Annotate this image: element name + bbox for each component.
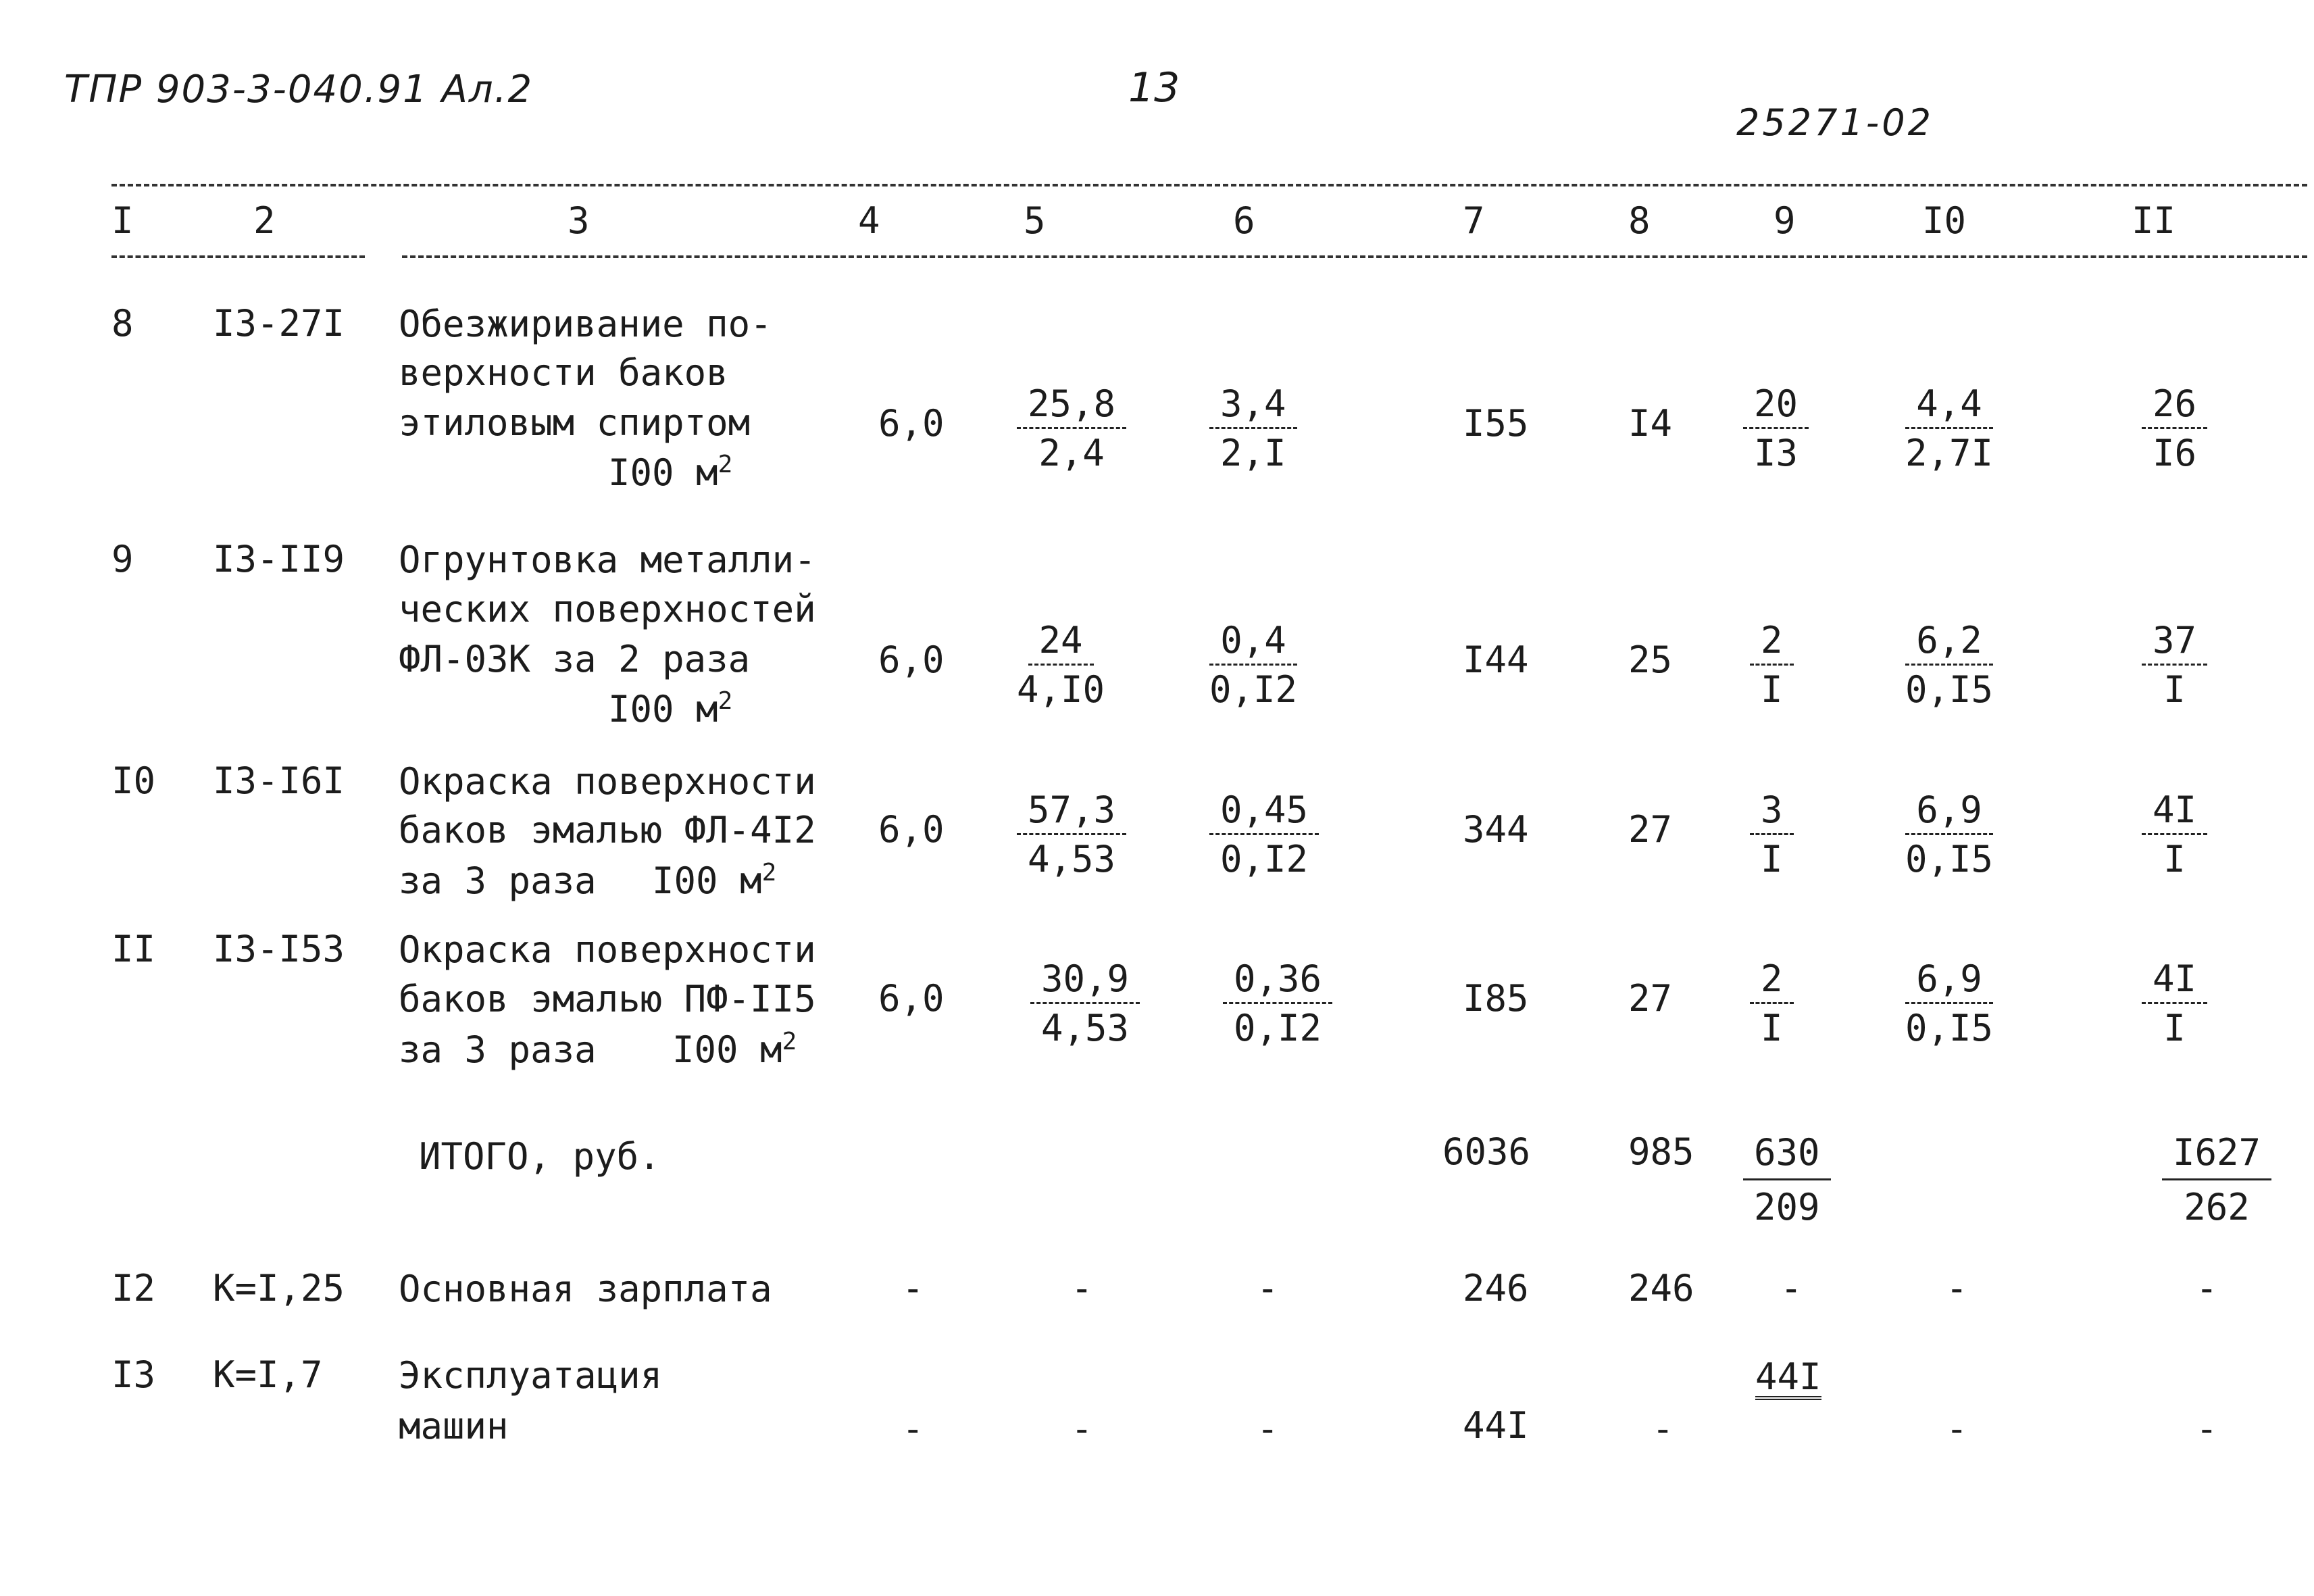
row-quantity: 6,0 xyxy=(878,639,945,681)
row-number: I0 xyxy=(111,759,156,802)
row-description-line: машин xyxy=(399,1405,509,1447)
row-col11-fraction: $\frac{37}{I}$ xyxy=(2142,619,2207,712)
col-header-6: 6 xyxy=(1233,199,1255,242)
row-col6-fraction: $\frac{0,45}{0,I2}$ xyxy=(1209,789,1319,881)
col-header-2: 2 xyxy=(253,199,276,242)
row-col7: I85 xyxy=(1463,977,1529,1020)
col-header-4: 4 xyxy=(858,199,880,242)
row-description-line: ческих поверхностей xyxy=(399,588,816,630)
row-col8: 246 xyxy=(1628,1267,1694,1310)
row-code: К=I,25 xyxy=(213,1267,345,1310)
row-col11-fraction: $\frac{4I}{I}$ xyxy=(2142,957,2207,1050)
row-col11: - xyxy=(2196,1267,2218,1310)
row-col10-fraction: $\frac{6,2}{0,I5}$ xyxy=(1905,619,1994,711)
row-description-line: Огрунтовка металли- xyxy=(399,539,816,581)
col-header-7: 7 xyxy=(1463,199,1485,242)
row-number: II xyxy=(111,928,156,970)
col-header-3: 3 xyxy=(568,199,590,242)
row-code: I3-27I xyxy=(213,302,345,345)
row-col9-fraction: $\frac{2}{I}$ xyxy=(1750,619,1794,712)
row-description-line: Окраска поверхности xyxy=(399,760,816,803)
row-col10-fraction: $\frac{6,9}{0,I5}$ xyxy=(1905,957,1994,1049)
row-col9-fraction: $\frac{3}{I}$ xyxy=(1750,789,1794,881)
row-description-line: Окраска поверхности xyxy=(399,928,816,971)
row-description-line: Обезжиривание по- xyxy=(399,303,772,345)
row-col10-fraction: $\frac{4,4}{2,7I}$ xyxy=(1905,382,1994,474)
total-label: ИТОГО, руб. xyxy=(419,1135,661,1178)
col-header-10: I0 xyxy=(1922,199,1967,242)
row-col6: - xyxy=(1257,1267,1279,1310)
document-code: ТПР 903-3-040.91 Ал.2 xyxy=(64,68,534,111)
row-description-line: баков эмалью ПФ-II5 xyxy=(399,978,816,1020)
row-quantity: 6,0 xyxy=(878,808,945,851)
table-header-rule-left xyxy=(111,255,365,258)
total-col11-fraction: $\frac{I627}{262}$ xyxy=(2162,1128,2271,1232)
row-col11-fraction: $\frac{26}{I6}$ xyxy=(2142,382,2207,475)
row-col11-fraction: $\frac{4I}{I}$ xyxy=(2142,789,2207,881)
row-col9-fraction: $\frac{20}{I3}$ xyxy=(1743,382,1809,475)
row-col5-fraction: $\frac{24}{4,I0}$ xyxy=(1017,619,1105,711)
total-col8: 985 xyxy=(1628,1130,1694,1173)
row-col11: - xyxy=(2196,1407,2218,1450)
row-col6-fraction: $\frac{3,4}{2,I}$ xyxy=(1209,382,1297,475)
row-quantity: 6,0 xyxy=(878,402,945,445)
row-col8: - xyxy=(1652,1407,1674,1450)
row-col10: - xyxy=(1946,1407,1968,1450)
row-col5: - xyxy=(1071,1267,1093,1310)
row-col5: - xyxy=(1071,1407,1093,1450)
row-unit: I00 $м^2$ xyxy=(672,1028,797,1071)
row-col7: I44 xyxy=(1463,639,1529,681)
col-header-8: 8 xyxy=(1628,199,1651,242)
col-header-5: 5 xyxy=(1024,199,1046,242)
row-unit: I00 $м^2$ xyxy=(608,687,733,730)
row-description-line: ФЛ-03К за 2 раза xyxy=(399,638,751,680)
sheet-code: 25271-02 xyxy=(1736,101,1934,144)
row-unit: I00 $м^2$ xyxy=(652,859,777,902)
row-col8: I4 xyxy=(1628,402,1673,445)
row-col6-fraction: $\frac{0,36}{0,I2}$ xyxy=(1223,957,1332,1050)
row-col10: - xyxy=(1946,1267,1968,1310)
row-description-line: баков эмалью ФЛ-4I2 xyxy=(399,809,816,851)
row-code: I3-I53 xyxy=(213,928,345,970)
row-number: I2 xyxy=(111,1267,156,1310)
table-top-rule xyxy=(111,184,2307,186)
col-header-1: I xyxy=(111,199,134,242)
row-col5-fraction: $\frac{57,3}{4,53}$ xyxy=(1017,789,1126,881)
row-col7: 344 xyxy=(1463,808,1529,851)
row-col9-fraction: $\frac{2}{I}$ xyxy=(1750,957,1794,1050)
row-description-line: за 3 раза xyxy=(399,859,597,902)
row-description-line: этиловым спиртом xyxy=(399,401,751,444)
row-description-line: верхности баков xyxy=(399,351,728,394)
row-col9: 44I xyxy=(1755,1358,1821,1400)
row-col8: 27 xyxy=(1628,808,1673,851)
row-quantity: 6,0 xyxy=(878,977,945,1020)
row-description-line: за 3 раза xyxy=(399,1028,597,1071)
row-col7: I55 xyxy=(1463,402,1529,445)
row-col6-fraction: $\frac{0,4}{0,I2}$ xyxy=(1209,619,1298,711)
table-header-rule-right xyxy=(402,255,2307,258)
row-col4: - xyxy=(902,1407,924,1450)
row-code: I3-II9 xyxy=(213,538,345,580)
row-col9: - xyxy=(1780,1267,1803,1310)
col-header-9: 9 xyxy=(1774,199,1796,242)
row-col10-fraction: $\frac{6,9}{0,I5}$ xyxy=(1905,789,1994,880)
row-code: К=I,7 xyxy=(213,1353,323,1396)
row-number: 8 xyxy=(111,302,134,345)
row-code: I3-I6I xyxy=(213,759,345,802)
row-col7: 44I xyxy=(1463,1404,1529,1447)
row-unit: I00 $м^2$ xyxy=(608,451,733,494)
row-col8: 27 xyxy=(1628,977,1673,1020)
row-col6: - xyxy=(1257,1407,1279,1450)
total-col7: 6036 xyxy=(1442,1130,1531,1173)
total-col9-fraction: $\frac{630}{209}$ xyxy=(1743,1128,1831,1232)
row-col5-fraction: $\frac{30,9}{4,53}$ xyxy=(1030,957,1140,1050)
col-header-11: II xyxy=(2132,199,2176,242)
row-number: I3 xyxy=(111,1353,156,1396)
row-col8: 25 xyxy=(1628,639,1673,681)
page-number: 13 xyxy=(1128,64,1180,111)
row-col7: 246 xyxy=(1463,1267,1529,1310)
row-description-line: Основная зарплата xyxy=(399,1268,772,1310)
row-col5-fraction: $\frac{25,8}{2,4}$ xyxy=(1017,382,1126,475)
row-number: 9 xyxy=(111,538,134,580)
row-description-line: Эксплуатация xyxy=(399,1354,663,1397)
row-col4: - xyxy=(902,1267,924,1310)
